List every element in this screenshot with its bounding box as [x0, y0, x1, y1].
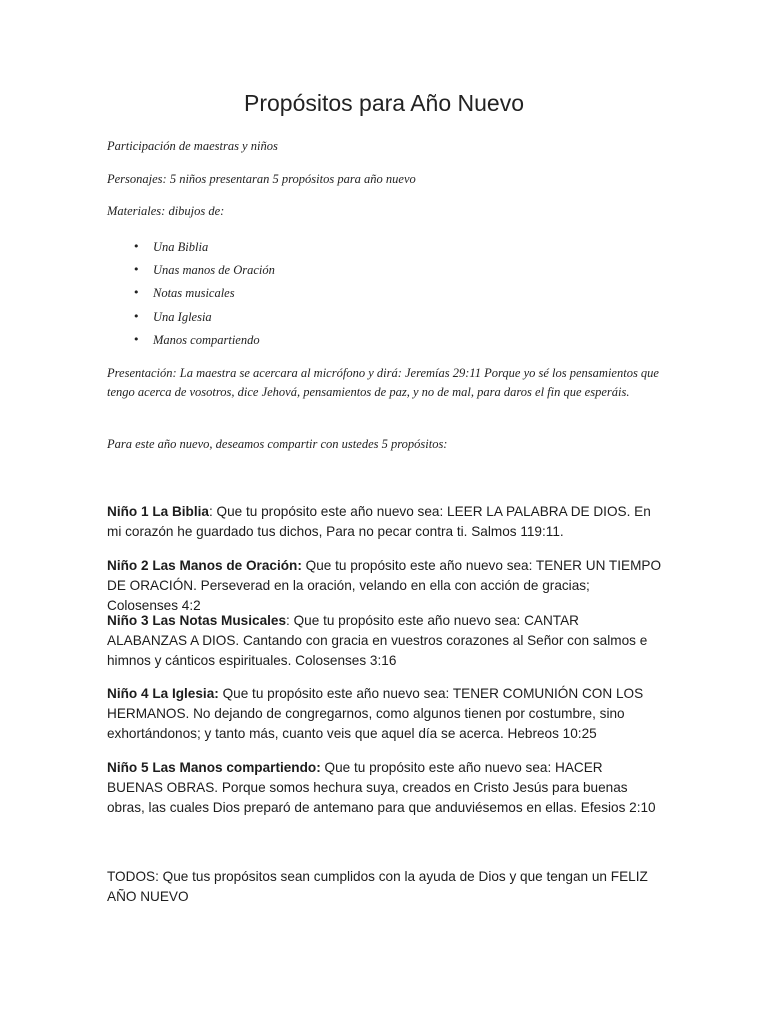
child-2-text: Que tu propósito este año nuevo sea: TENER UN TIEMPO DE ORACIÓN. Perseverad en la oración, velando en ella con acción de gracias; Colosenses 4:2 [107, 558, 662, 613]
bullet-icon: • [133, 332, 140, 346]
list-item: • Unas manos de Oración [107, 260, 275, 283]
child-1-text: : Que tu propósito este año nuevo sea: LEER LA PALABRA DE DIOS. En mi corazón he guardado tus dichos, Para no pecar contra ti. Salmos 119:11. [107, 504, 651, 539]
purposes-intro: Para este año nuevo, deseamos compartir con ustedes 5 propósitos: [107, 437, 448, 451]
child-2-label: Niño 2 Las Manos de Oración: [107, 558, 302, 573]
child-4-paragraph [107, 684, 662, 744]
presentation-paragraph: Presentación: La maestra se acercara al micrófono y dirá: Jeremías 29:11 Porque yo sé los pensamientos que tengo acerca de vosotros, dice Jehová, pensamientos de paz, y no de mal, para daros el fin que esperáis. [107, 366, 659, 399]
participation-line: Participación de maestras y niños [107, 139, 278, 153]
bullet-icon: • [133, 240, 140, 253]
child-4-text: Que tu propósito este año nuevo sea: TENER COMUNIÓN CON LOS HERMANOS. No dejando de congregarnos, como algunos tienen por costumbre, sino exhortándonos; y tanto más, cuanto veis que aquel día se acerca. Hebreos 10:25 [107, 686, 644, 741]
child-5-paragraph [107, 758, 662, 818]
page-title: Propósitos para Año Nuevo [243, 90, 524, 116]
child-5-label: Niño 5 Las Manos compartiendo: [107, 760, 321, 775]
child-3-text: : Que tu propósito este año nuevo sea: CANTAR ALABANZAS A DIOS. Cantando con gracia en vuestros corazones al Señor con salmos e himnos y cánticos espirituales. Colosenses 3:16 [107, 613, 648, 668]
child-2-paragraph [107, 556, 662, 616]
child-1-label: Niño 1 La Biblia [107, 504, 209, 519]
bullet-icon: • [133, 263, 140, 277]
child-3-label: Niño 3 Las Notas Musicales [107, 613, 287, 628]
list-item: • Manos compartiendo [107, 330, 275, 353]
child-3-paragraph [107, 611, 662, 671]
list-item: • Una Iglesia [107, 307, 275, 330]
closing-paragraph: TODOS: Que tus propósitos sean cumplidos con la ayuda de Dios y que tengan un FELIZ AÑO NUEVO [107, 869, 648, 904]
characters-line: Personajes: 5 niños presentaran 5 propósitos para año nuevo [107, 172, 416, 186]
child-1-paragraph [107, 502, 662, 542]
child-4-label: Niño 4 La Iglesia: [107, 686, 219, 701]
child-5-text: Que tu propósito este año nuevo sea: HACER BUENAS OBRAS. Porque somos hechura suya, creados en Cristo Jesús para buenas obras, las cuales Dios preparó de antemano para que anduviésemos en ellas. Efesios 2:10 [107, 760, 656, 815]
bullet-icon: • [133, 309, 140, 323]
materials-heading: Materiales: dibujos de: [107, 204, 225, 218]
list-item: • Notas musicales [107, 283, 275, 306]
bullet-icon: • [133, 286, 140, 300]
materials-list [107, 237, 275, 353]
list-item: • Una Biblia [107, 237, 275, 260]
